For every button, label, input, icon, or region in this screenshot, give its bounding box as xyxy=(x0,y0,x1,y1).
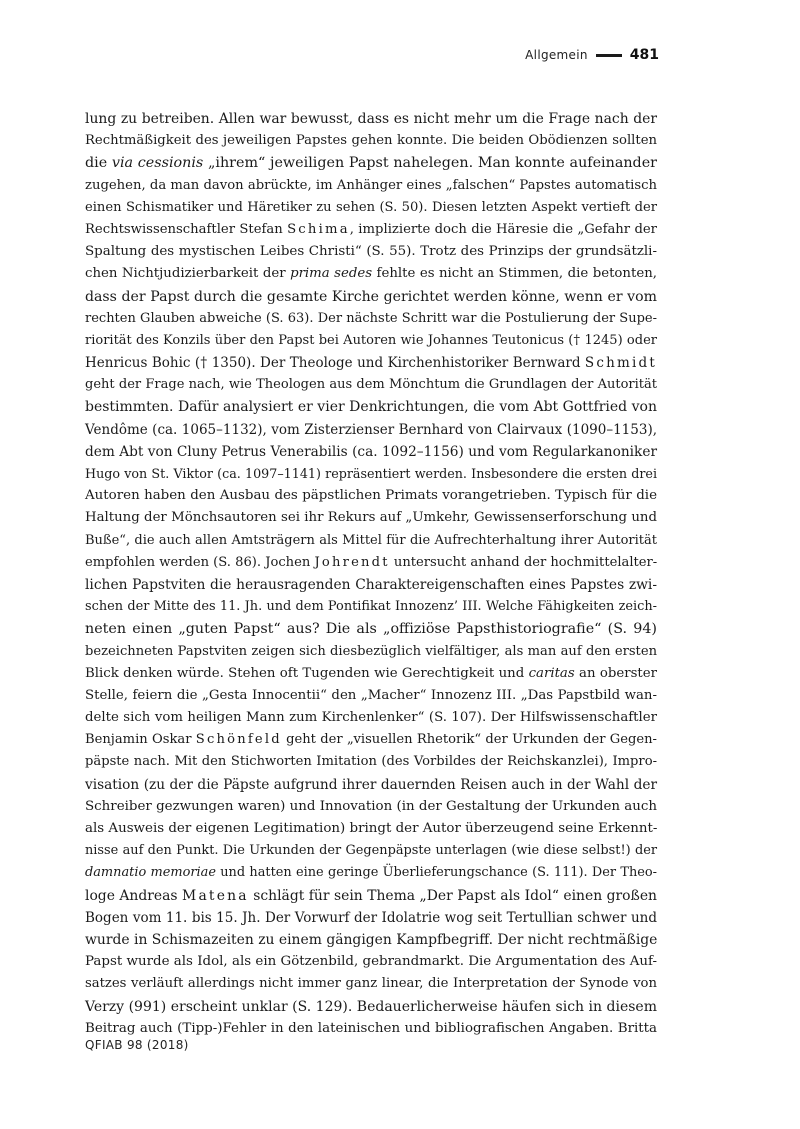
text-line xyxy=(85,751,657,773)
text-run: fehlte es nicht an Stimmen, die betonten, xyxy=(372,266,657,282)
text-run: dass der Papst durch die gesamte Kirche gerichtet werden könne, wenn er vom xyxy=(85,288,657,305)
text-line xyxy=(85,485,657,507)
text-line xyxy=(85,973,657,995)
text-line xyxy=(85,729,657,751)
journal-footer: QFIAB 98 (2018) xyxy=(85,1038,189,1052)
text-line xyxy=(85,862,657,884)
text-line xyxy=(85,840,657,862)
text-run: zugehen, da man davon abrückte, im Anhänger eines „falschen“ Papstes automatisch xyxy=(85,177,657,193)
text-line xyxy=(85,241,657,263)
text-line xyxy=(85,552,657,574)
text-run: schlägt für sein Thema „Der Papst als Idol“ einen großen xyxy=(248,887,657,904)
text-run: neten einen „guten Papst“ aus? Die als „offiziöse Papsthistoriografie“ (S. 94) xyxy=(85,621,657,638)
text-run: an oberster xyxy=(574,665,657,681)
text-run: geht der Frage nach, wie Theologen aus dem Mönchtum die Grundlagen der Autorität xyxy=(85,377,657,393)
text-run: Spaltung des mystischen Leibes Christi“ (S. 55). Trotz des Prinzips der grundsätzli- xyxy=(85,244,657,260)
running-header xyxy=(525,45,659,65)
text-line xyxy=(85,907,657,929)
author-name: Schima xyxy=(287,221,350,237)
text-run: nisse auf den Punkt. Die Urkunden der Gegenpäpste unterlagen (wie diese selbst!) der xyxy=(85,843,657,859)
text-run: dem Abt von Cluny Petrus Venerabilis (ca. 1092–1156) und vom Regularkanoniker xyxy=(85,443,657,460)
text-line xyxy=(85,685,657,707)
text-run: Papst wurde als Idol, als ein Götzenbild, gebrandmarkt. Die Argumentation des Auf- xyxy=(85,954,657,970)
text-run: visation (zu der die Päpste aufgrund ihrer dauernden Reisen auch in der Wahl der xyxy=(85,776,657,793)
italic-term: prima sedes xyxy=(290,266,373,282)
text-line xyxy=(85,1018,657,1040)
body-text xyxy=(85,108,657,1040)
text-line xyxy=(85,596,657,618)
text-run: delte sich vom heiligen Mann zum Kirchenlenker“ (S. 107). Der Hilfswissenschaftler xyxy=(85,710,657,726)
text-line xyxy=(85,219,657,241)
text-run: Vendôme (ca. 1065–1132), vom Zisterzienser Bernhard von Clairvaux (1090–1153), xyxy=(85,421,657,438)
italic-term: damnatio memoriae xyxy=(85,865,216,881)
text-run: Autoren haben den Ausbau des päpstlichen Primats vorangetrieben. Typisch für die xyxy=(85,488,657,504)
text-run: schen der Mitte des 11. Jh. und dem Pontifikat Innozenz’ III. Welche Fähigkeiten zeich- xyxy=(85,599,657,615)
author-name: Matena xyxy=(182,887,249,904)
author-name: Schönfeld xyxy=(195,732,282,748)
text-run: Verzy (991) erscheint unklar (S. 129). Bedauerlicherweise häufen sich in diesem xyxy=(85,998,657,1015)
text-run: einen Schismatiker und Häretiker zu sehen (S. 50). Diesen letzten Aspekt vertieft der xyxy=(85,199,657,215)
text-run: , implizierte doch die Häresie die „Gefahr der xyxy=(349,221,657,237)
text-run: bestimmten. Dafür analysiert er vier Denkrichtungen, die vom Abt Gottfried von xyxy=(85,399,657,416)
text-run: lichen Papstviten die herausragenden Charaktereigenschaften eines Papstes zwi- xyxy=(85,576,657,593)
text-line xyxy=(85,130,657,152)
text-run: Bogen vom 11. bis 15. Jh. Der Vorwurf der Idolatrie wog seit Tertullian schwer und xyxy=(85,909,657,926)
text-run: geht der „visuellen Rhetorik“ der Urkunden der Gegen- xyxy=(281,732,657,748)
text-run: empfohlen werden (S. 86). Jochen xyxy=(85,554,315,570)
text-run: Stelle, feiern die „Gesta Innocentii“ den „Macher“ Innozenz III. „Das Papstbild wan- xyxy=(85,687,657,703)
text-line xyxy=(85,108,657,130)
text-line xyxy=(85,152,657,174)
text-run: riorität des Konzils über den Papst bei Autoren wie Johannes Teutonicus († 1245) oder xyxy=(85,332,657,348)
text-line xyxy=(85,641,657,663)
text-line xyxy=(85,929,657,951)
text-line xyxy=(85,286,657,308)
text-run: und hatten eine geringe Überlieferungschance (S. 111). Der Theo- xyxy=(215,865,657,881)
text-run: päpste nach. Mit den Stichworten Imitation (des Vorbildes der Reichskanzlei), Impro- xyxy=(85,754,657,770)
text-line xyxy=(85,707,657,729)
text-run: „ihrem“ jeweiligen Papst nahelegen. Man konnte aufeinander xyxy=(203,155,657,172)
text-line xyxy=(85,419,657,441)
text-line xyxy=(85,574,657,596)
text-line xyxy=(85,885,657,907)
text-run: lung zu betreiben. Allen war bewusst, dass es nicht mehr um die Frage nach der xyxy=(85,111,657,127)
text-line xyxy=(85,796,657,818)
text-line xyxy=(85,663,657,685)
text-run: chen Nichtjudizierbarkeit der xyxy=(85,266,291,282)
section-title: Allgemein xyxy=(525,48,588,62)
text-run: Rechtmäßigkeit des jeweiligen Papstes gehen konnte. Die beiden Obödienzen sollten xyxy=(85,133,657,149)
text-line xyxy=(85,996,657,1018)
text-line xyxy=(85,951,657,973)
page-number: 481 xyxy=(629,47,659,63)
text-line xyxy=(85,175,657,197)
text-line xyxy=(85,441,657,463)
text-run: Schreiber gezwungen waren) und Innovation (in der Gestaltung der Urkunden auch xyxy=(85,798,657,814)
author-name: Schmidt xyxy=(584,355,657,372)
text-line xyxy=(85,352,657,374)
text-run: loge Andreas xyxy=(85,887,183,904)
text-run: Rechtswissenschaftler Stefan xyxy=(85,221,288,237)
text-line xyxy=(85,618,657,640)
text-run: Beitrag auch (Tipp-)Fehler in den lateinischen und bibliografischen Angaben. Britta xyxy=(85,1020,657,1036)
text-line xyxy=(85,374,657,396)
text-run: Hugo von St. Viktor (ca. 1097–1141) repräsentiert werden. Insbesondere die ersten drei xyxy=(85,466,657,481)
text-run: wurde in Schismazeiten zu einem gängigen Kampfbegriff. Der nicht rechtmäßige xyxy=(85,931,658,948)
header-rule xyxy=(596,54,622,57)
text-line xyxy=(85,330,657,352)
author-name: Johrendt xyxy=(314,554,390,570)
text-line xyxy=(85,530,657,552)
text-line xyxy=(85,507,657,529)
italic-term: via cessionis xyxy=(111,155,204,172)
text-line xyxy=(85,263,657,285)
text-line xyxy=(85,818,657,840)
text-run: Haltung der Mönchsautoren sei ihr Rekurs auf „Umkehr, Gewissenserforschung und xyxy=(85,510,657,526)
text-line xyxy=(85,774,657,796)
text-run: satzes verläuft allerdings nicht immer ganz linear, die Interpretation der Synode von xyxy=(85,976,657,992)
text-run: Benjamin Oskar xyxy=(85,732,196,748)
text-line xyxy=(85,197,657,219)
italic-term: caritas xyxy=(528,665,575,681)
text-run: die xyxy=(85,155,112,172)
text-run: Buße“, die auch allen Amtsträgern als Mittel für die Aufrechterhaltung ihrer Autorität xyxy=(85,532,657,548)
text-line xyxy=(85,463,657,485)
text-run: Henricus Bohic († 1350). Der Theologe und Kirchenhistoriker Bernward xyxy=(85,355,585,372)
text-line xyxy=(85,396,657,418)
text-run: Blick denken würde. Stehen oft Tugenden wie Gerechtigkeit und xyxy=(85,665,529,681)
text-line xyxy=(85,308,657,330)
text-run: bezeichneten Papstviten zeigen sich diesbezüglich vielfältiger, als man auf den ersten xyxy=(85,643,657,659)
text-run: rechten Glauben abweiche (S. 63). Der nächste Schritt war die Postulierung der Supe- xyxy=(85,310,657,326)
text-run: als Ausweis der eigenen Legitimation) bringt der Autor überzeugend seine Erkennt- xyxy=(85,821,658,836)
text-run: untersucht anhand der hochmittelalter- xyxy=(389,554,658,570)
